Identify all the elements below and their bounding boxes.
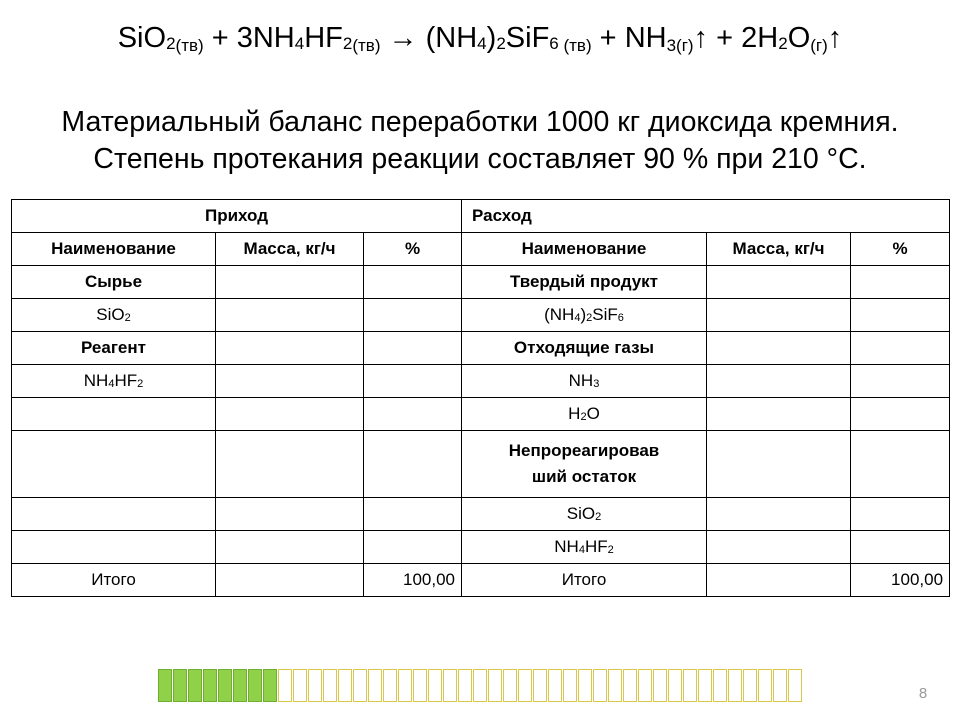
empty-cell [707, 398, 851, 431]
empty-cell [216, 365, 364, 398]
progress-segment-filled [173, 669, 187, 702]
page-number: 8 [918, 685, 928, 702]
empty-cell [216, 498, 364, 531]
waste-gases-label: Отходящие газы [462, 332, 707, 365]
slide-subtitle [0, 104, 960, 178]
progress-segment-empty [743, 669, 757, 702]
table-row [12, 398, 950, 431]
progress-segment-empty [488, 669, 502, 702]
progress-segment-empty [668, 669, 682, 702]
progress-segment-empty [698, 669, 712, 702]
empty-cell [707, 498, 851, 531]
empty-cell [851, 431, 950, 498]
empty-cell [12, 531, 216, 564]
progress-segment-filled [203, 669, 217, 702]
col-name-left: Наименование [12, 233, 216, 266]
progress-segment-empty [503, 669, 517, 702]
table-row [12, 498, 950, 531]
progress-segment-filled [188, 669, 202, 702]
reagent-label: Реагент [12, 332, 216, 365]
empty-cell [12, 498, 216, 531]
table-row [12, 266, 950, 299]
empty-cell [707, 531, 851, 564]
right-ammonium-fluorosilicate: (NH4)2SiF6 [462, 299, 707, 332]
right-nh3: NH3 [462, 365, 707, 398]
progress-segment-empty [473, 669, 487, 702]
progress-segment-empty [293, 669, 307, 702]
empty-cell [851, 531, 950, 564]
progress-segment-empty [563, 669, 577, 702]
progress-segment-empty [578, 669, 592, 702]
table-columns-row [12, 233, 950, 266]
empty-cell [707, 365, 851, 398]
empty-cell [12, 431, 216, 498]
progress-segment-empty [773, 669, 787, 702]
progress-segment-empty [338, 669, 352, 702]
empty-cell [216, 531, 364, 564]
reaction-equation: $SiO2_{(тв)} + 3NH4HF2_{(тв)} \to (NH4)2SiF6$ $_{(тв)} + NH_{3(г)}↑$ + $2H2O_{(г)}↑$ [117, 22, 843, 55]
total-right-pct: 100,00 [851, 564, 950, 597]
expense-header: Расход [462, 200, 950, 233]
progress-segment-empty [593, 669, 607, 702]
empty-cell [216, 398, 364, 431]
empty-cell [851, 299, 950, 332]
progress-segment-empty [428, 669, 442, 702]
empty-cell [364, 431, 462, 498]
raw-material-label: Сырье [12, 266, 216, 299]
progress-segment-filled [158, 669, 172, 702]
col-pct-right: % [851, 233, 950, 266]
left-nh4hf2: NH4HF2 [12, 365, 216, 398]
progress-segment-empty [518, 669, 532, 702]
right-nh4hf2: NH4HF2 [462, 531, 707, 564]
progress-segment-empty [638, 669, 652, 702]
subtitle-line-1: Материальный баланс переработки 1000 кг диоксида кремния. [61, 106, 899, 138]
progress-segment-empty [443, 669, 457, 702]
empty-cell [364, 332, 462, 365]
empty-cell [851, 365, 950, 398]
table-row [12, 531, 950, 564]
total-left-label: Итого [12, 564, 216, 597]
right-h2o: H2O [462, 398, 707, 431]
table-row [12, 299, 950, 332]
table-row [12, 332, 950, 365]
empty-cell [12, 398, 216, 431]
empty-cell [364, 531, 462, 564]
material-balance-table [11, 199, 950, 597]
col-mass-right: Масса, кг/ч [707, 233, 851, 266]
unreacted-residue-label: Непрореагировав ший остаток [462, 431, 707, 498]
progress-segment-empty [368, 669, 382, 702]
empty-cell [216, 266, 364, 299]
progress-segment-filled [248, 669, 262, 702]
right-sio2: SiO2 [462, 498, 707, 531]
empty-cell [364, 266, 462, 299]
empty-cell [851, 332, 950, 365]
progress-segment-empty [623, 669, 637, 702]
empty-cell [216, 332, 364, 365]
empty-cell [216, 431, 364, 498]
empty-cell [707, 431, 851, 498]
total-right-label: Итого [462, 564, 707, 597]
progress-segment-empty [758, 669, 772, 702]
empty-cell [707, 564, 851, 597]
table-header-row [12, 200, 950, 233]
empty-cell [851, 398, 950, 431]
progress-segment-empty [383, 669, 397, 702]
empty-cell [216, 564, 364, 597]
progress-segment-empty [278, 669, 292, 702]
progress-segment-empty [548, 669, 562, 702]
progress-segment-empty [323, 669, 337, 702]
empty-cell [364, 498, 462, 531]
progress-segment-filled [218, 669, 232, 702]
progress-segment-empty [713, 669, 727, 702]
table-row [12, 365, 950, 398]
empty-cell [707, 299, 851, 332]
total-left-pct: 100,00 [364, 564, 462, 597]
empty-cell [216, 299, 364, 332]
progress-segment-filled [233, 669, 247, 702]
progress-segment-empty [683, 669, 697, 702]
progress-segment-empty [308, 669, 322, 702]
col-mass-left: Масса, кг/ч [216, 233, 364, 266]
progress-segment-empty [653, 669, 667, 702]
empty-cell [364, 398, 462, 431]
col-pct-left: % [364, 233, 462, 266]
empty-cell [707, 266, 851, 299]
empty-cell [707, 332, 851, 365]
progress-segment-empty [413, 669, 427, 702]
progress-segment-empty [728, 669, 742, 702]
table-row [12, 431, 950, 498]
progress-segment-filled [263, 669, 277, 702]
solid-product-label: Твердый продукт [462, 266, 707, 299]
slide-progress-bar [158, 669, 803, 704]
empty-cell [364, 299, 462, 332]
progress-segment-empty [398, 669, 412, 702]
col-name-right: Наименование [462, 233, 707, 266]
income-header: Приход [12, 200, 462, 233]
progress-segment-empty [533, 669, 547, 702]
empty-cell [364, 365, 462, 398]
left-sio2: SiO2 [12, 299, 216, 332]
subtitle-line-2: Степень протекания реакции составляет 90 % при 210 °С. [93, 143, 867, 175]
progress-segment-empty [608, 669, 622, 702]
empty-cell [851, 266, 950, 299]
total-row [12, 564, 950, 597]
progress-segment-empty [788, 669, 802, 702]
progress-segment-empty [458, 669, 472, 702]
progress-segment-empty [353, 669, 367, 702]
empty-cell [851, 498, 950, 531]
